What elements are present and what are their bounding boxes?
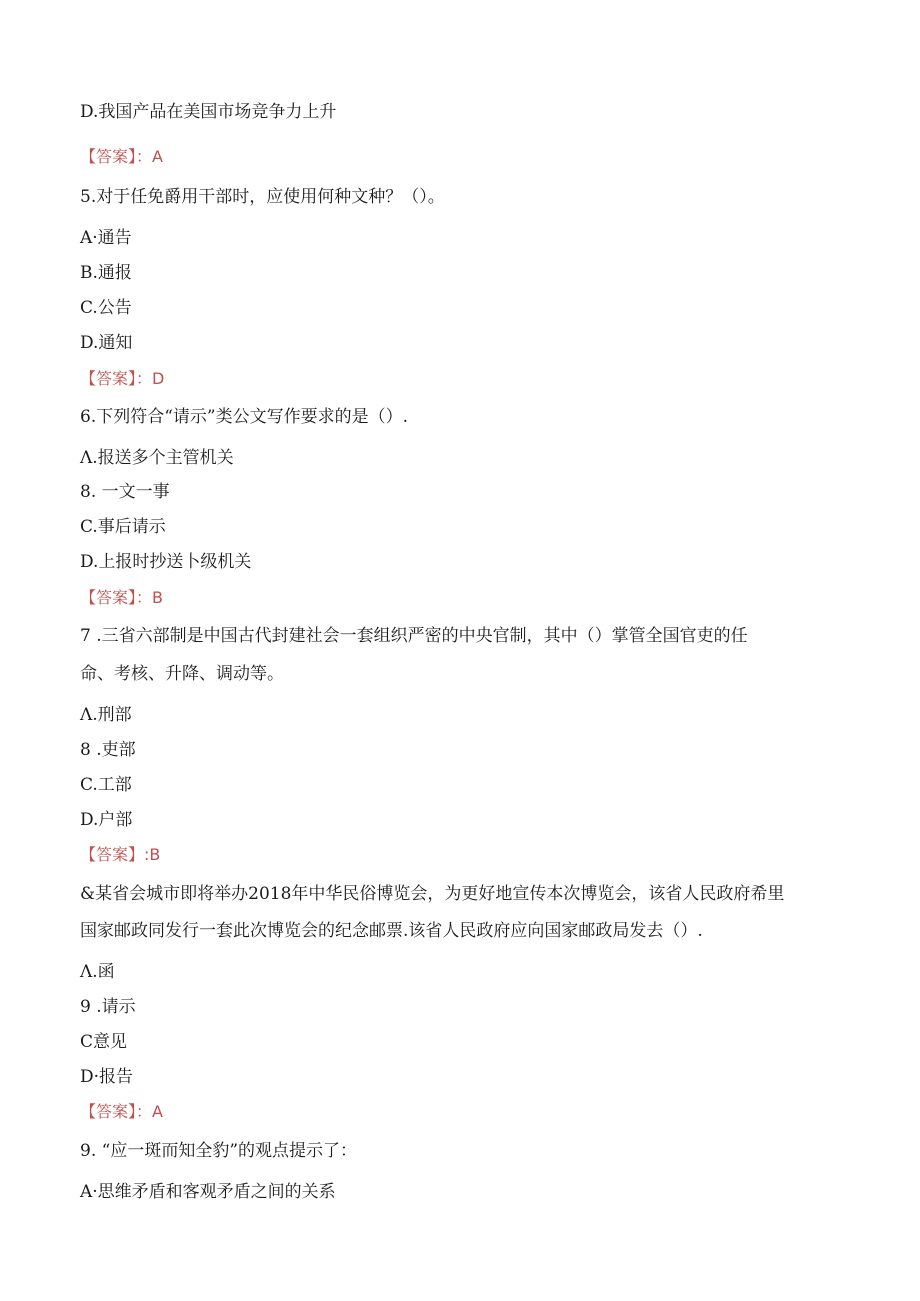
- option-9a: A·思维矛盾和客观矛盾之间的关系: [80, 1182, 336, 1202]
- question-5: 5.对于任免爵用干部时，应使用何种文种？（）。: [80, 187, 445, 207]
- option-7d: D.户部: [80, 810, 133, 830]
- option-6a: Λ.报送多个主管机关: [80, 448, 234, 468]
- question-6: 6.下列符合“请示”类公文写作要求的是（）.: [80, 407, 409, 427]
- option-7b: 8 .吏部: [80, 740, 136, 760]
- option-7c: C.工部: [80, 775, 132, 795]
- option-8c: C意见: [80, 1032, 128, 1052]
- option-7a: Λ.刑部: [80, 705, 132, 725]
- option-6d: D.上报时抄送卜级机关: [80, 552, 252, 572]
- answer-5: 【答案】：D: [80, 369, 165, 388]
- option-4d: D.我国产品在美国市场竞争力上升: [80, 102, 337, 122]
- answer-7: 【答案】:B: [80, 845, 161, 864]
- answer-4: 【答案】：A: [80, 147, 163, 166]
- question-9: 9. “应一斑而知全豹”的观点提示了：: [80, 1141, 358, 1161]
- question-7-line-1: 7 .三省六部制是中国古代封建社会一套组织严密的中央官制，其中（）掌管全国官吏的任: [80, 626, 748, 646]
- option-8b: 9 .请示: [80, 997, 136, 1017]
- question-8-line-2: 国家邮政同发行一套此次博览会的纪念邮票.该省人民政府应向国家邮政局发去（）.: [80, 921, 703, 941]
- option-5a: A·通告: [80, 228, 132, 248]
- option-8d: D·报告: [80, 1067, 134, 1087]
- option-5d: D.通知: [80, 333, 133, 353]
- option-6b: 8. 一文一事: [80, 482, 170, 502]
- answer-8: 【答案】：A: [80, 1102, 163, 1121]
- option-5b: B.通报: [80, 263, 132, 283]
- option-8a: Λ.函: [80, 962, 115, 982]
- option-5c: C.公告: [80, 298, 132, 318]
- option-6c: C.事后请示: [80, 517, 166, 537]
- question-7-line-2: 命、考核、升降、调动等。: [80, 664, 284, 684]
- answer-6: 【答案】：B: [80, 588, 163, 607]
- question-8-line-1: &某省会城市即将举办2018年中华民俗博览会，为更好地宣传本次博览会，该省人民政府希里: [80, 884, 785, 904]
